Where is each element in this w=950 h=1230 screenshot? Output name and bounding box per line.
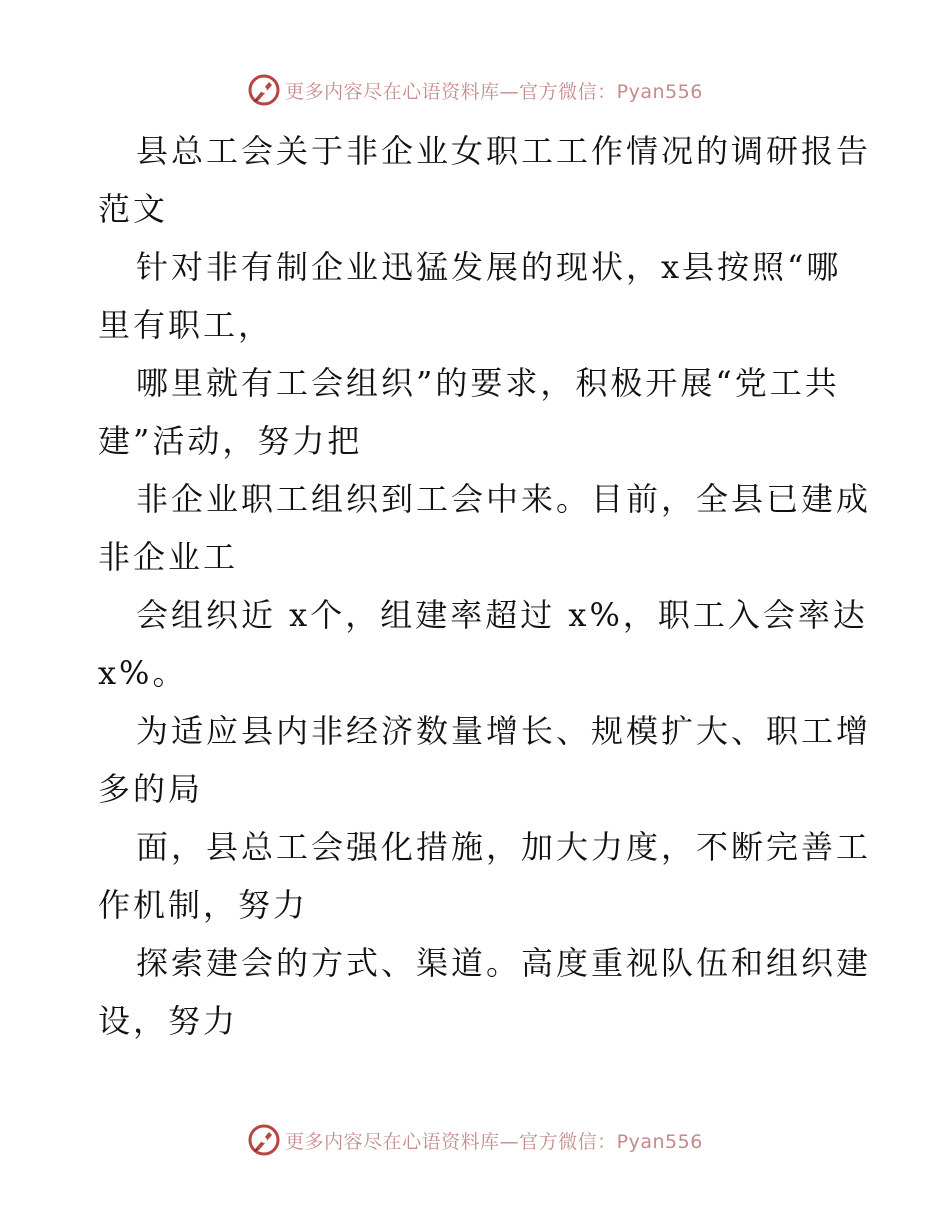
paragraph-line: 面，县总工会强化措施，加大力度，不断完善工 [136, 828, 872, 866]
paragraph-line: 设，努力 [98, 1002, 239, 1040]
pen-logo-icon [247, 73, 281, 107]
paragraph-line: 作机制，努力 [98, 886, 309, 924]
paragraph-line: 里有职工， [98, 306, 274, 344]
doc-title-line-1: 县总工会关于非企业女职工工作情况的调研报告 [136, 132, 872, 170]
paragraph-line: 非企业工 [98, 538, 239, 576]
paragraph-line: 多的局 [98, 770, 204, 808]
paragraph-line: 会组织近 x个，组建率超过 x%，职工入会率达 [136, 596, 868, 634]
paragraph-line: 哪里就有工会组织”的要求，积极开展“党工共 [136, 364, 840, 402]
header-banner [0, 70, 950, 110]
document-body [98, 122, 872, 1050]
paragraph-line: 非企业职工组织到工会中来。目前，全县已建成 [136, 480, 872, 518]
footer-banner [0, 1120, 950, 1160]
paragraph-line: 探索建会的方式、渠道。高度重视队伍和组织建 [136, 944, 872, 982]
doc-title-line-2: 范文 [98, 190, 169, 228]
header-banner-text: 更多内容尽在心语资料库—官方微信：Pyan556 [285, 80, 703, 103]
paragraph-line: 建”活动，努力把 [98, 422, 363, 460]
footer-banner-text: 更多内容尽在心语资料库—官方微信：Pyan556 [285, 1130, 703, 1153]
paragraph-line: x%。 [98, 654, 188, 692]
paragraph-line: 为适应县内非经济数量增长、规模扩大、职工增 [136, 712, 872, 750]
paragraph-line: 针对非有制企业迅猛发展的现状，x县按照“哪 [136, 248, 842, 286]
pen-logo-icon [247, 1123, 281, 1157]
